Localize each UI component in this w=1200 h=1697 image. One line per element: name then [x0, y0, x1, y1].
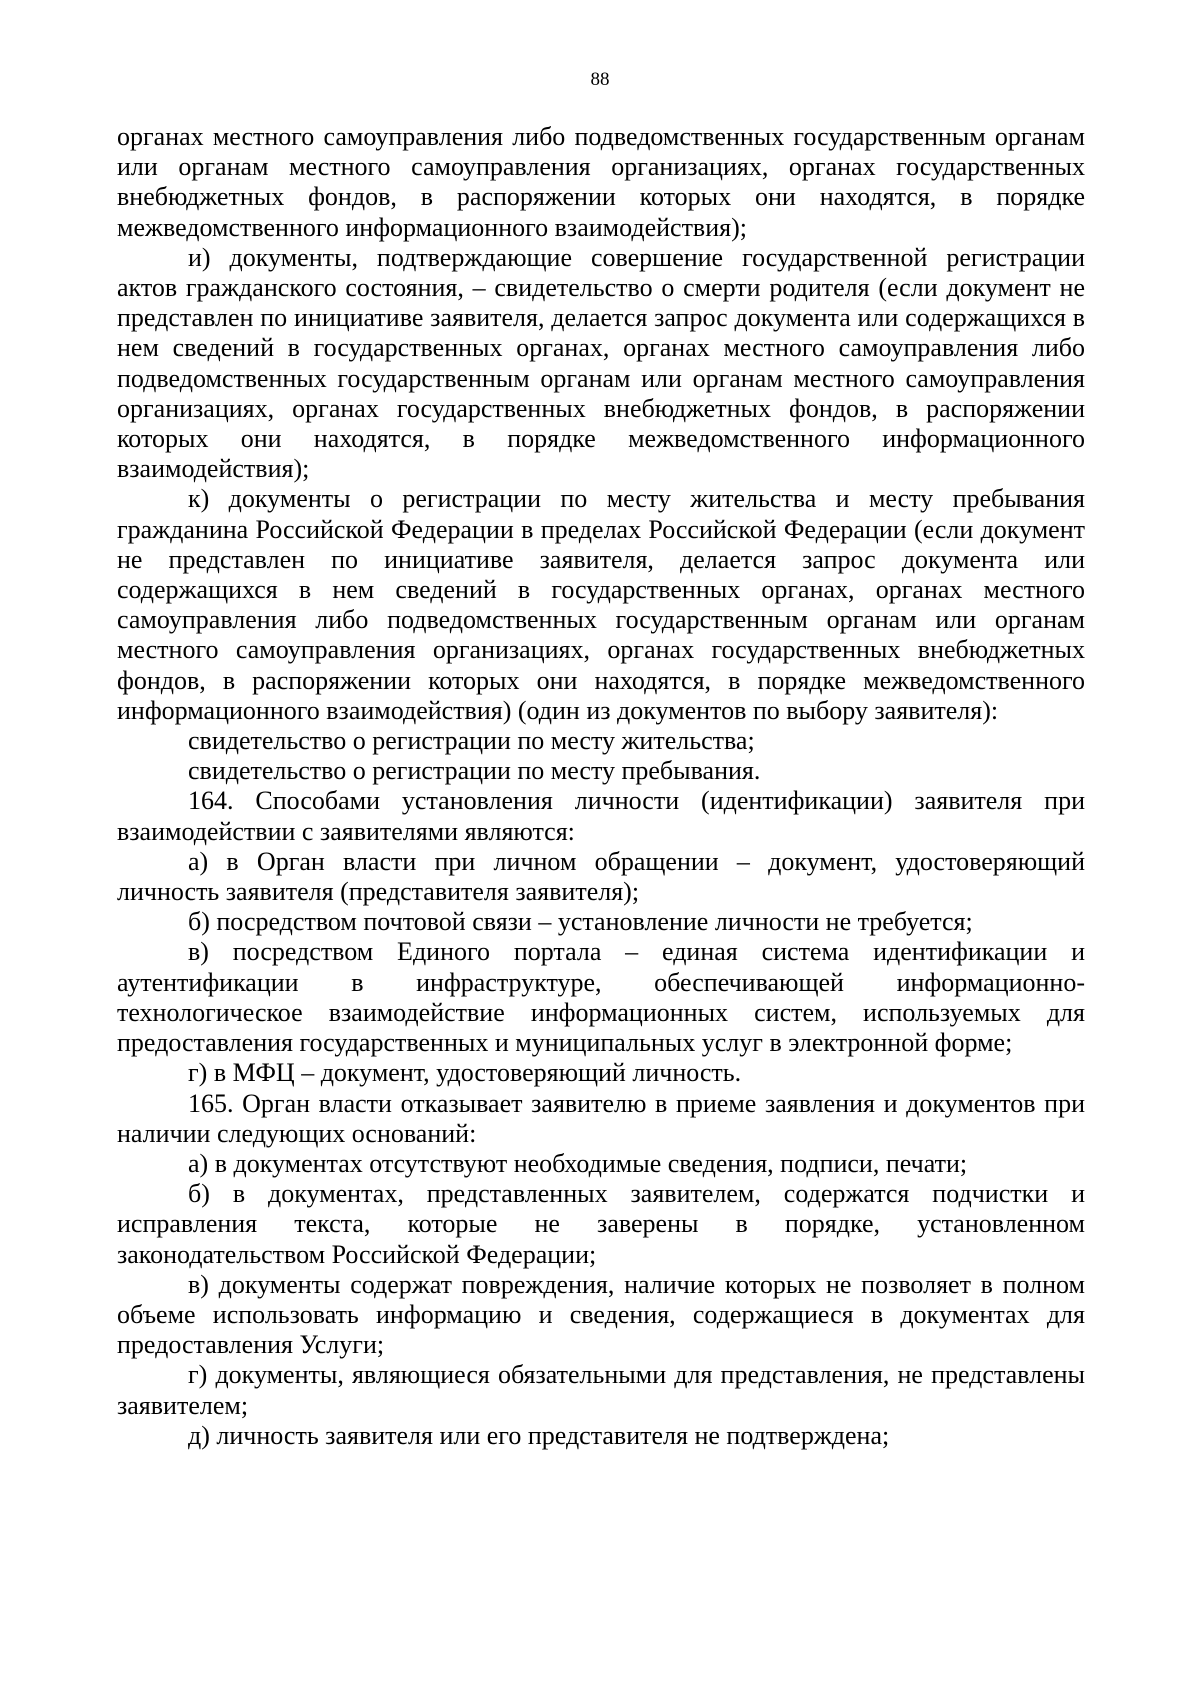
paragraph-item-i: и) документы, подтверждающие совершение государственной регистрации актов гражданского состояния, – свидетельство о смерти родителя (если документ не представлен по инициативе заявителя, делается запрос документа или содержащихся в нем сведений в государственных органах, органах местного самоуправления либо подведомственных государственным органам или органам местного самоуправления организациях, органах государственных внебюджетных фондов, в распоряжении которых они находятся, в порядке межведомственного информационного взаимодействия);	[117, 242, 1085, 484]
paragraph-item-k: к) документы о регистрации по месту жительства и месту пребывания гражданина Российской Федерации в пределах Российской Федерации (если документ не представлен по инициативе заявителя, делается запрос документа или содержащихся в нем сведений в государственных органах, органах местного самоуправления либо подведомственных государственным органам или органам местного самоуправления организациях, органах государственных внебюджетных фондов, в распоряжении которых они находятся, в порядке межведомственного информационного взаимодействия) (один из документов по выбору заявителя):	[117, 484, 1085, 725]
paragraph-clause-164: 164. Способами установления личности (идентификации) заявителя при взаимодействии с заявителями являются:	[117, 786, 1085, 846]
paragraph-165-d: д) личность заявителя или его представителя не подтверждена;	[188, 1420, 890, 1450]
paragraph-165-a: а) в документах отсутствуют необходимые сведения, подписи, печати;	[188, 1148, 968, 1178]
page-number: 88	[590, 69, 610, 90]
paragraph-residence-certificate: свидетельство о регистрации по месту жительства;	[188, 726, 755, 756]
paragraph-clause-165: 165. Орган власти отказывает заявителю в приеме заявления и документов при наличии следующих оснований:	[117, 1088, 1085, 1148]
paragraph-164-b: б) посредством почтовой связи – установление личности не требуется;	[188, 907, 973, 937]
paragraph-165-v: в) документы содержат повреждения, наличие которых не позволяет в полном объеме использовать информацию и сведения, содержащиеся в документах для предоставления Услуги;	[117, 1269, 1085, 1360]
paragraph-continuation: органах местного самоуправления либо подведомственных государственным органам или органам местного самоуправления организациях, органах государственных внебюджетных фондов, в распоряжении которых они находятся, в порядке межведомственного информационного взаимодействия);	[117, 122, 1085, 242]
paragraph-164-v: в) посредством Единого портала – единая система идентификации и аутентификации в инфраструктуре, обеспечивающей информационно-технологическое взаимодействие информационных систем, используемых для предоставления государственных и муниципальных услуг в электронной форме;	[117, 937, 1085, 1058]
paragraph-164-a: а) в Орган власти при личном обращении – документ, удостоверяющий личность заявителя (представителя заявителя);	[117, 846, 1085, 907]
paragraph-165-g: г) документы, являющиеся обязательными для представления, не представлены заявителем;	[117, 1360, 1085, 1420]
document-body	[117, 122, 1085, 1451]
paragraph-164-g: г) в МФЦ – документ, удостоверяющий личность.	[188, 1058, 742, 1088]
paragraph-165-b: б) в документах, представленных заявителем, содержатся подчистки и исправления текста, которые не заверены в порядке, установленном законодательством Российской Федерации;	[117, 1179, 1085, 1269]
paragraph-stay-certificate: свидетельство о регистрации по месту пребывания.	[188, 756, 761, 786]
